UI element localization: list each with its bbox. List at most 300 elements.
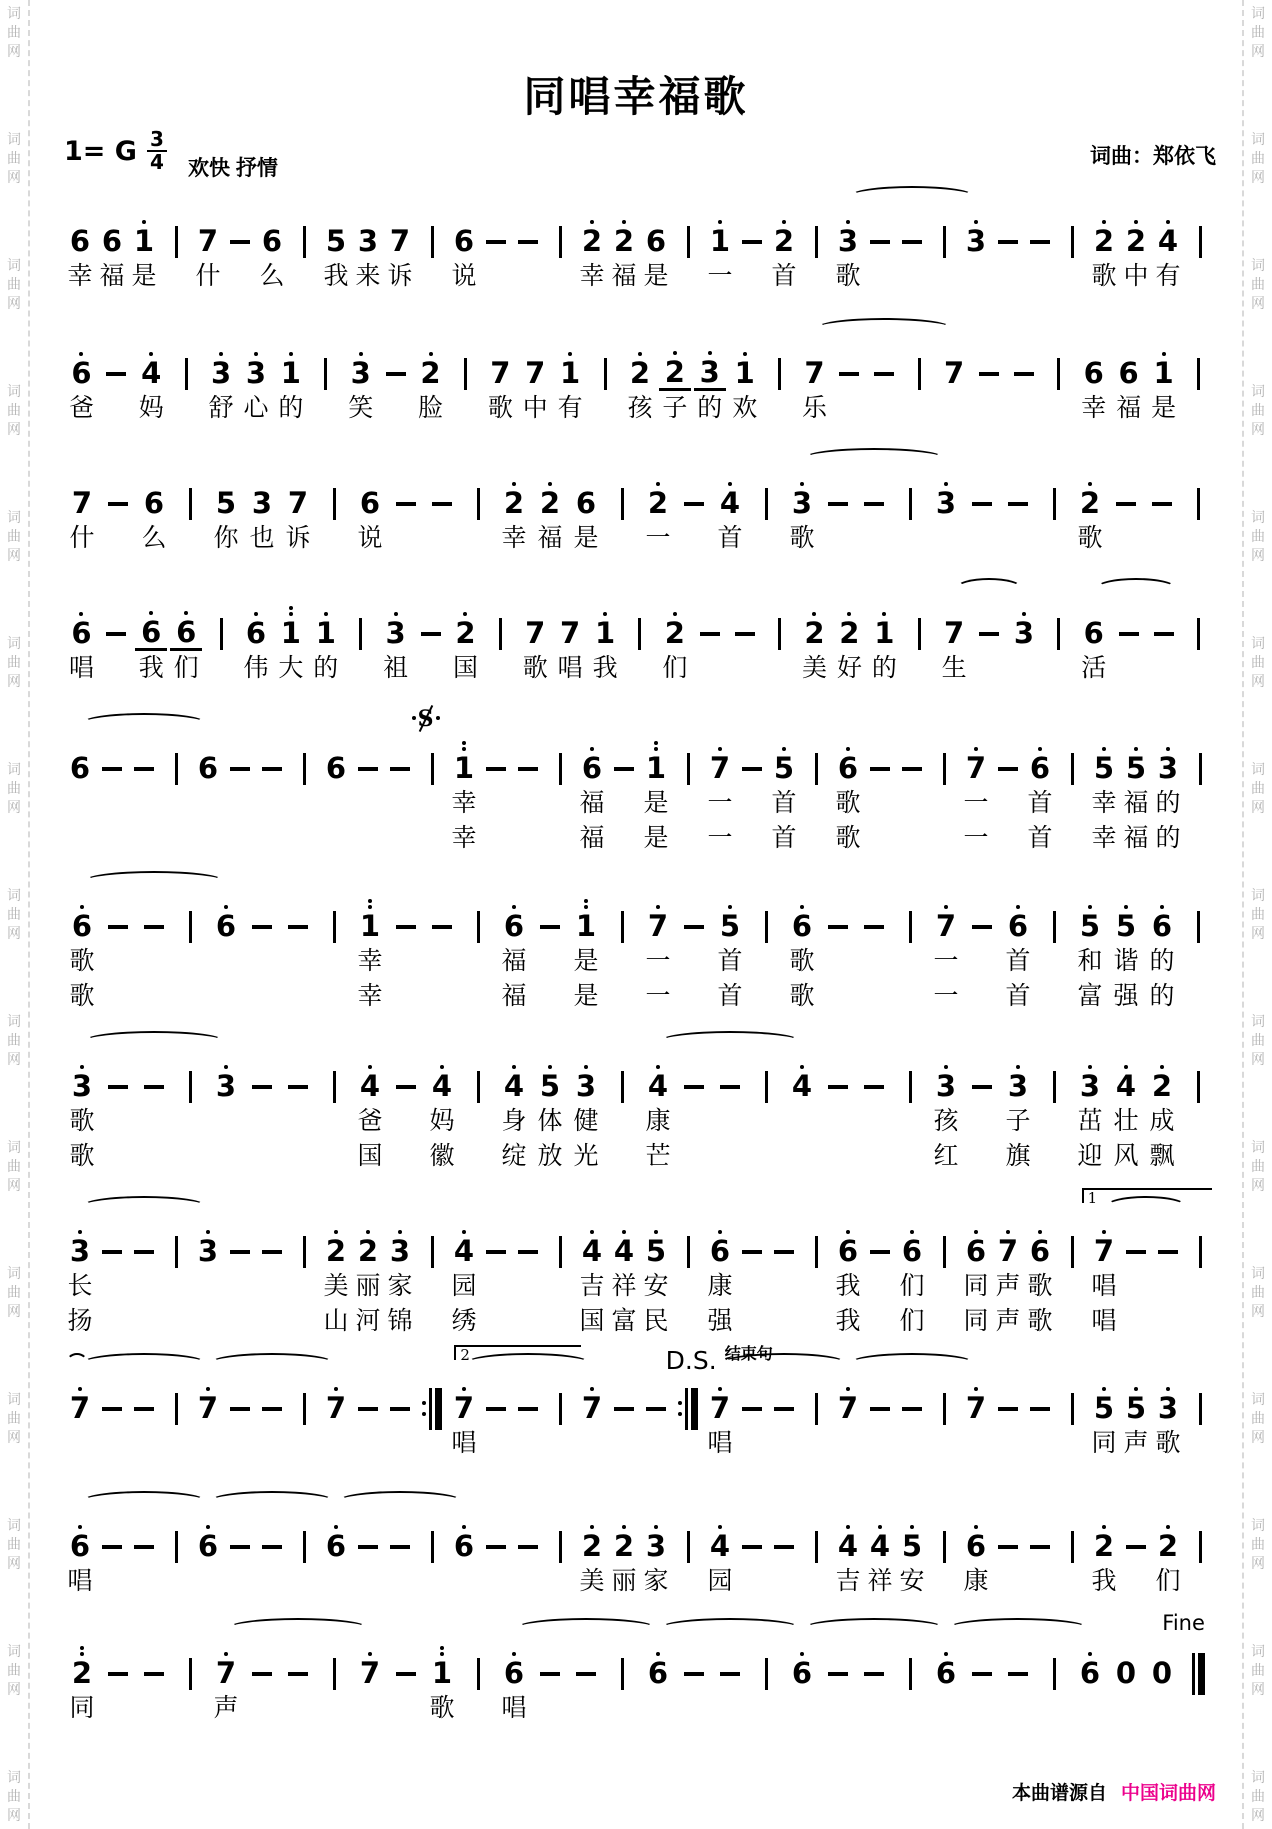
dash-token: [532, 1641, 568, 1691]
note-token: [1088, 736, 1120, 786]
note-digit: 2: [1079, 486, 1101, 521]
volta-bracket: [1082, 1188, 1212, 1207]
lyrics-row: [64, 788, 1216, 821]
octave-dot: [1102, 220, 1106, 224]
duration-dash: [518, 240, 538, 244]
note-token: [727, 341, 762, 391]
note-digit: 3: [245, 356, 267, 391]
lyric-syllable: 河: [355, 1307, 381, 1335]
dash-token: [676, 894, 712, 944]
lyric-syllable: 有: [1155, 262, 1181, 290]
dash-token: [512, 1514, 544, 1564]
octave-dot: [80, 905, 84, 909]
lyric-syllable: 安: [643, 1272, 669, 1300]
note-digit: 3: [935, 486, 957, 521]
notes-row: [64, 1054, 1216, 1104]
dash-token: [568, 1641, 604, 1691]
note-digit: 7: [197, 224, 219, 259]
dash-token: [99, 601, 134, 651]
segno-icon: S: [413, 704, 439, 734]
octave-dot: [462, 1525, 466, 1529]
lyric-syllable: 首: [771, 789, 797, 817]
dash-token: [388, 1054, 424, 1104]
barline-token: [460, 1641, 496, 1691]
note-token: [1024, 736, 1056, 786]
barline: [333, 1658, 336, 1690]
note-digit: 6: [503, 909, 525, 944]
note-digit: 6: [965, 1234, 987, 1269]
note-token: [1072, 894, 1108, 944]
note-digit: 0: [1151, 1656, 1173, 1691]
lyric-syllable: 幸: [579, 262, 605, 290]
ds-mark: D.S.: [665, 1346, 717, 1375]
note-digit: 7: [935, 909, 957, 944]
barline-token: [672, 1219, 704, 1269]
barline: [1053, 911, 1056, 943]
watermark-char: 词: [7, 1013, 21, 1029]
dash-token: [1146, 601, 1181, 651]
note-token: [623, 341, 658, 391]
dash-token: [512, 1219, 544, 1269]
lyric-syllable: 歌: [789, 524, 815, 552]
dash-token: [608, 736, 640, 786]
dash-token: [224, 209, 256, 259]
note-digit: 3: [699, 355, 720, 390]
duration-dash: [684, 1085, 704, 1089]
note-digit: 3: [389, 1234, 411, 1269]
octave-dot: [584, 899, 588, 903]
barline: [477, 1071, 480, 1103]
lyric-syllable: 脸: [418, 394, 444, 422]
note-digit: 2: [664, 616, 685, 651]
barline-token: [483, 601, 518, 651]
barline-token: [892, 1054, 928, 1104]
duration-dash: [486, 240, 506, 244]
barline: [687, 1531, 690, 1563]
octave-dot: [1016, 1065, 1020, 1069]
lyrics-row: [64, 393, 1216, 426]
barline: [431, 1236, 434, 1268]
watermark-char: 网: [7, 799, 21, 815]
lyric-syllable: 歌: [522, 654, 548, 682]
barline: [324, 358, 327, 390]
barline: [909, 1071, 912, 1103]
note-digit: 3: [210, 356, 232, 391]
note-digit: 6: [1007, 909, 1029, 944]
note-digit: 2: [629, 356, 651, 391]
barline-token: [288, 1376, 320, 1426]
watermark-char: 曲: [1251, 1662, 1265, 1678]
barline-token: [316, 1054, 352, 1104]
fine-mark: Fine: [1162, 1611, 1205, 1635]
note-digit: 3: [1079, 1069, 1101, 1104]
footer: [1012, 1778, 1216, 1805]
barline: [765, 488, 768, 520]
lyric-syllable: 幸: [67, 262, 93, 290]
octave-dot: [846, 1525, 850, 1529]
lyric-syllable: 声: [213, 1694, 239, 1722]
note-digit: 7: [709, 751, 731, 786]
barline: [909, 488, 912, 520]
note-token: [448, 1514, 480, 1564]
note-digit: 7: [525, 356, 546, 391]
barline-token: [1056, 1514, 1088, 1564]
barline: [477, 488, 480, 520]
watermark-char: 词: [7, 1517, 21, 1533]
barline-token: [800, 736, 832, 786]
lyric-syllable: 活: [1081, 654, 1107, 682]
dash-token: [992, 1514, 1024, 1564]
note-digit: 3: [1157, 751, 1179, 786]
duration-dash: [396, 1672, 416, 1676]
duration-dash: [735, 632, 755, 636]
time-numerator: 3: [147, 130, 167, 152]
dash-token: [136, 1641, 172, 1691]
note-digit: 6: [141, 615, 162, 650]
slur-arc: [228, 1618, 368, 1638]
notes-row: [64, 601, 1216, 651]
lyric-syllable: 首: [1027, 789, 1053, 817]
slur-arc: [82, 713, 207, 733]
octave-dot: [1134, 1387, 1138, 1391]
lyric-syllable: 的: [1149, 947, 1175, 975]
slur-arc: [660, 1618, 800, 1638]
octave-dot: [1162, 352, 1166, 356]
lyric-syllable: 我: [138, 654, 164, 682]
note-token: [1076, 601, 1111, 651]
duration-dash: [828, 925, 848, 929]
note-token: [1088, 1219, 1120, 1269]
barline-token: [172, 1054, 208, 1104]
note-token: [136, 471, 172, 521]
barline: [185, 358, 188, 390]
dash-token: [856, 894, 892, 944]
barline-token: [316, 1641, 352, 1691]
note-token: [832, 736, 864, 786]
octave-dot: [622, 220, 626, 224]
octave-dot: [718, 1525, 722, 1529]
lyric-syllable: 唱: [557, 654, 583, 682]
note-token: [64, 1514, 96, 1564]
lyric-syllable: 们: [899, 1272, 925, 1300]
watermark-char: 网: [1251, 295, 1265, 311]
octave-dot: [944, 1652, 948, 1656]
barline-token: [902, 341, 937, 391]
octave-dot: [718, 1230, 722, 1234]
note-token: [960, 1376, 992, 1426]
note-digit: 2: [647, 486, 669, 521]
note-digit: 6: [69, 751, 91, 786]
watermark-char: 网: [1251, 1555, 1265, 1571]
watermark-char: 曲: [1251, 1158, 1265, 1174]
lyric-syllable: 是: [643, 262, 669, 290]
barline: [1057, 358, 1060, 390]
lyric-syllable: 什: [69, 524, 95, 552]
dash-token: [736, 1219, 768, 1269]
notes-row: [64, 1219, 1216, 1269]
watermark-char: 词: [1251, 635, 1265, 651]
dash-token: [424, 471, 460, 521]
octave-dot: [1166, 747, 1170, 751]
barline-token: [288, 1219, 320, 1269]
time-denominator: 4: [149, 150, 164, 174]
dash-token: [676, 1641, 712, 1691]
note-token: [208, 1054, 244, 1104]
lyric-syllable: 富: [1077, 982, 1103, 1010]
watermark-char: 曲: [7, 1284, 21, 1300]
lyric-syllable: 是: [573, 524, 599, 552]
note-token: [867, 601, 902, 651]
lyric-syllable: 祥: [867, 1567, 893, 1595]
octave-dot: [359, 352, 363, 356]
slur-arc: [804, 1618, 944, 1638]
note-token: [169, 601, 204, 651]
barline: [303, 753, 306, 785]
barline: [621, 1658, 624, 1690]
slur-arc: [210, 1491, 335, 1511]
note-token: [704, 736, 736, 786]
score-line: [64, 1482, 1216, 1599]
dash-token: [1120, 1514, 1152, 1564]
dash-token: [768, 1219, 800, 1269]
octave-dot: [440, 1652, 444, 1656]
dash-token: [256, 1219, 288, 1269]
duration-dash: [262, 1545, 282, 1549]
octave-dot: [622, 1525, 626, 1529]
duration-dash: [106, 372, 126, 376]
duration-dash: [390, 767, 410, 771]
octave-dot: [78, 1230, 82, 1234]
duration-dash: [518, 767, 538, 771]
octave-dot: [1038, 747, 1042, 751]
barline: [303, 226, 306, 258]
dash-token: [96, 736, 128, 786]
note-token: [134, 601, 169, 651]
duration-dash: [902, 240, 922, 244]
duration-dash: [252, 1085, 272, 1089]
dash-token: [820, 894, 856, 944]
octave-dot: [1160, 905, 1164, 909]
lyrics-row: [64, 946, 1216, 979]
note-token: [64, 894, 100, 944]
duration-dash: [106, 632, 126, 636]
note-token: [568, 471, 604, 521]
octave-dot: [718, 747, 722, 751]
octave-dot: [429, 352, 433, 356]
note-digit: 1: [359, 909, 381, 944]
barline-token: [800, 209, 832, 259]
note-digit: 6: [1083, 616, 1104, 651]
barline-token: [762, 341, 797, 391]
duration-dash: [902, 767, 922, 771]
note-token: [1000, 1054, 1036, 1104]
duration-dash: [646, 1407, 666, 1411]
note-digit: 6: [325, 751, 347, 786]
note-token: [64, 209, 96, 259]
octave-dot: [846, 1230, 850, 1234]
lyric-syllable: 同: [963, 1272, 989, 1300]
lyric-syllable: 的: [697, 394, 723, 422]
watermark-group: [3, 1014, 25, 1067]
notes-row: [64, 471, 1216, 521]
watermark-char: 词: [7, 5, 21, 21]
note-digit: 3: [837, 224, 859, 259]
octave-dot: [1088, 905, 1092, 909]
repeat-barline-token: [416, 1376, 448, 1426]
note-token: [448, 601, 483, 651]
octave-dot: [1166, 220, 1170, 224]
lyric-syllable: 国: [452, 654, 478, 682]
note-token: [1120, 209, 1152, 259]
footer-brand-link[interactable]: 中国词曲网: [1120, 1783, 1216, 1804]
note-token: [832, 601, 867, 651]
barline: [477, 1658, 480, 1690]
note-digit: 2: [613, 224, 635, 259]
octave-dot: [512, 1065, 516, 1069]
score-line: [64, 439, 1216, 556]
dash-token: [676, 471, 712, 521]
lyric-syllable: 美: [802, 654, 828, 682]
lyric-syllable: 说: [451, 262, 477, 290]
lyric-syllable: 爸: [68, 394, 94, 422]
barline: [1053, 1658, 1056, 1690]
duration-dash: [972, 502, 992, 506]
watermark-char: 曲: [7, 1536, 21, 1552]
octave-dot: [812, 612, 816, 616]
duration-dash: [1030, 1407, 1050, 1411]
lyric-syllable: 福: [501, 947, 527, 975]
watermark-char: 曲: [1251, 1410, 1265, 1426]
octave-dot: [910, 1230, 914, 1234]
note-token: [352, 1054, 388, 1104]
notes-row: [64, 1641, 1216, 1691]
note-digit: 2: [613, 1529, 635, 1564]
note-token: [608, 1514, 640, 1564]
octave-dot: [512, 1652, 516, 1656]
duration-dash: [870, 1250, 890, 1254]
barline: [333, 488, 336, 520]
note-digit: 6: [245, 616, 267, 651]
note-digit: 7: [837, 1391, 859, 1426]
duration-dash: [432, 925, 452, 929]
watermark-group: [3, 510, 25, 563]
note-token: [832, 1376, 864, 1426]
barline: [303, 1531, 306, 1563]
note-token: [192, 736, 224, 786]
lyric-syllable: 我: [592, 654, 618, 682]
octave-dot: [800, 1652, 804, 1656]
note-digit: 6: [197, 751, 219, 786]
note-digit: 4: [709, 1529, 731, 1564]
dash-token: [736, 1514, 768, 1564]
octave-dot: [568, 352, 572, 356]
dash-token: [736, 209, 768, 259]
line-overlay: [64, 309, 1216, 341]
octave-dot: [1102, 1230, 1106, 1234]
barline: [1199, 1531, 1202, 1563]
watermark-group: [1247, 762, 1269, 815]
note-token: [992, 1219, 1024, 1269]
watermark-char: 网: [1251, 43, 1265, 59]
slur-arc: [850, 1353, 975, 1373]
watermark-char: 词: [1251, 509, 1265, 525]
note-digit: 1: [280, 616, 301, 651]
lyric-syllable: 迎: [1077, 1142, 1103, 1170]
watermark-group: [3, 132, 25, 185]
lyrics-row: [64, 1141, 1216, 1174]
key-signature: [64, 127, 167, 174]
note-digit: 5: [539, 1069, 561, 1104]
lyric-syllable: 欢: [732, 394, 758, 422]
lyric-syllable: 歌: [69, 947, 95, 975]
octave-dot: [79, 612, 83, 616]
barline: [1199, 1393, 1202, 1425]
lyric-syllable: 谐: [1113, 947, 1139, 975]
note-token: [1111, 341, 1146, 391]
note-token: [483, 341, 518, 391]
lyric-syllable: 吉: [579, 1272, 605, 1300]
dash-token: [280, 894, 316, 944]
duration-dash: [230, 240, 250, 244]
dash-token: [352, 736, 384, 786]
barline: [1071, 1236, 1074, 1268]
lyric-syllable: 唱: [707, 1429, 733, 1457]
note-token: [273, 601, 308, 651]
dash-token: [1024, 1376, 1056, 1426]
note-digit: 4: [141, 356, 162, 391]
watermark-char: 网: [1251, 1177, 1265, 1193]
note-token: [192, 1219, 224, 1269]
barline-token: [623, 601, 658, 651]
barline-token: [672, 209, 704, 259]
watermark-char: 曲: [1251, 528, 1265, 544]
watermark-char: 词: [1251, 1769, 1265, 1785]
note-token: [352, 209, 384, 259]
lyric-syllable: 是: [643, 824, 669, 852]
note-digit: 1: [709, 224, 731, 259]
lyrics-row: [64, 653, 1216, 686]
lyric-syllable: 福: [1116, 394, 1142, 422]
dash-token: [128, 1219, 160, 1269]
dash-token: [896, 1376, 928, 1426]
note-digit: 7: [359, 1656, 381, 1691]
octave-dot: [590, 220, 594, 224]
duration-dash: [230, 767, 250, 771]
note-digit: 2: [581, 224, 603, 259]
note-token: [1076, 341, 1111, 391]
note-digit: 3: [1013, 616, 1035, 651]
note-token: [657, 341, 692, 391]
dash-token: [768, 1514, 800, 1564]
barline: [431, 226, 434, 258]
note-token: [496, 1054, 532, 1104]
note-token: [320, 1514, 352, 1564]
note-token: [496, 471, 532, 521]
watermark-char: 曲: [1251, 654, 1265, 670]
note-token: [208, 1641, 244, 1691]
note-digit: 3: [1007, 1069, 1029, 1104]
octave-dot: [743, 352, 747, 356]
watermark-group: [1247, 1014, 1269, 1067]
dash-token: [964, 1054, 1000, 1104]
note-token: [640, 471, 676, 521]
duration-dash: [979, 372, 999, 376]
octave-dot: [603, 612, 607, 616]
duration-dash: [684, 502, 704, 506]
note-digit: 6: [453, 224, 475, 259]
octave-dot: [654, 1230, 658, 1234]
note-digit: 5: [1079, 909, 1101, 944]
